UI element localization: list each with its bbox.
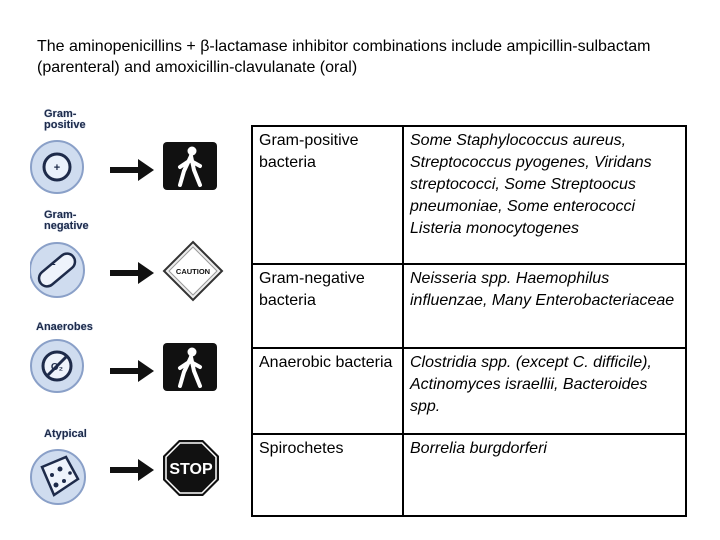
bacteria-table bbox=[251, 125, 687, 517]
organisms-cell: Borrelia burgdorferi bbox=[403, 434, 686, 516]
arrow-icon bbox=[108, 455, 158, 485]
anaerobes-cell-icon bbox=[30, 336, 90, 396]
caution-sign-icon bbox=[162, 240, 224, 302]
walk-sign-icon bbox=[162, 141, 218, 191]
table-row bbox=[252, 126, 686, 264]
table-row bbox=[252, 348, 686, 434]
stop-sign-icon bbox=[162, 439, 220, 497]
atypical-label: Atypical bbox=[44, 428, 87, 440]
group-cell: Spirochetes bbox=[252, 434, 403, 516]
organisms-cell: Neisseria spp. Haemophilus influenzae, Many Enterobacteriaceae bbox=[403, 264, 686, 348]
anaerobes-label: Anaerobes bbox=[36, 321, 93, 333]
arrow-icon bbox=[108, 356, 158, 386]
svg-text:O₂: O₂ bbox=[50, 362, 64, 373]
gram-negative-icon-row bbox=[30, 210, 230, 310]
gram-negative-label: Gram- negative bbox=[44, 209, 89, 232]
anaerobes-icon-row bbox=[30, 320, 230, 420]
organisms-cell: Some Staphylococcus aureus, Streptococcus pyogenes, Viridans streptococci, Some Streptoocus pneumoniae, Some enterococci Listeria monocytogenes bbox=[403, 126, 686, 264]
organisms-cell: Clostridia spp. (except C. difficile), Actinomyces israellii, Bacteroides spp. bbox=[403, 348, 686, 434]
group-cell: Gram-negative bacteria bbox=[252, 264, 403, 348]
gram-positive-icon-row bbox=[30, 105, 230, 205]
table-row bbox=[252, 434, 686, 516]
group-cell: Gram-positive bacteria bbox=[252, 126, 403, 264]
svg-text:CAUTION: CAUTION bbox=[175, 267, 211, 276]
arrow-icon bbox=[108, 258, 158, 288]
atypical-cell-icon bbox=[30, 443, 100, 513]
svg-text:+: + bbox=[53, 162, 61, 174]
svg-text:–: – bbox=[50, 259, 56, 270]
svg-text:STOP: STOP bbox=[169, 461, 213, 478]
table-row bbox=[252, 264, 686, 348]
slide-title: The aminopenicillins + β-lactamase inhibitor combinations include ampicillin-sulbactam (parenteral) and amoxicillin-clavulanate (oral) bbox=[37, 38, 651, 76]
gram-negative-cell-icon bbox=[30, 240, 100, 310]
atypical-icon-row bbox=[30, 425, 230, 525]
walk-sign-icon bbox=[162, 342, 218, 392]
group-cell: Anaerobic bacteria bbox=[252, 348, 403, 434]
gram-positive-label: Gram- positive bbox=[44, 108, 86, 131]
arrow-icon bbox=[108, 155, 158, 185]
